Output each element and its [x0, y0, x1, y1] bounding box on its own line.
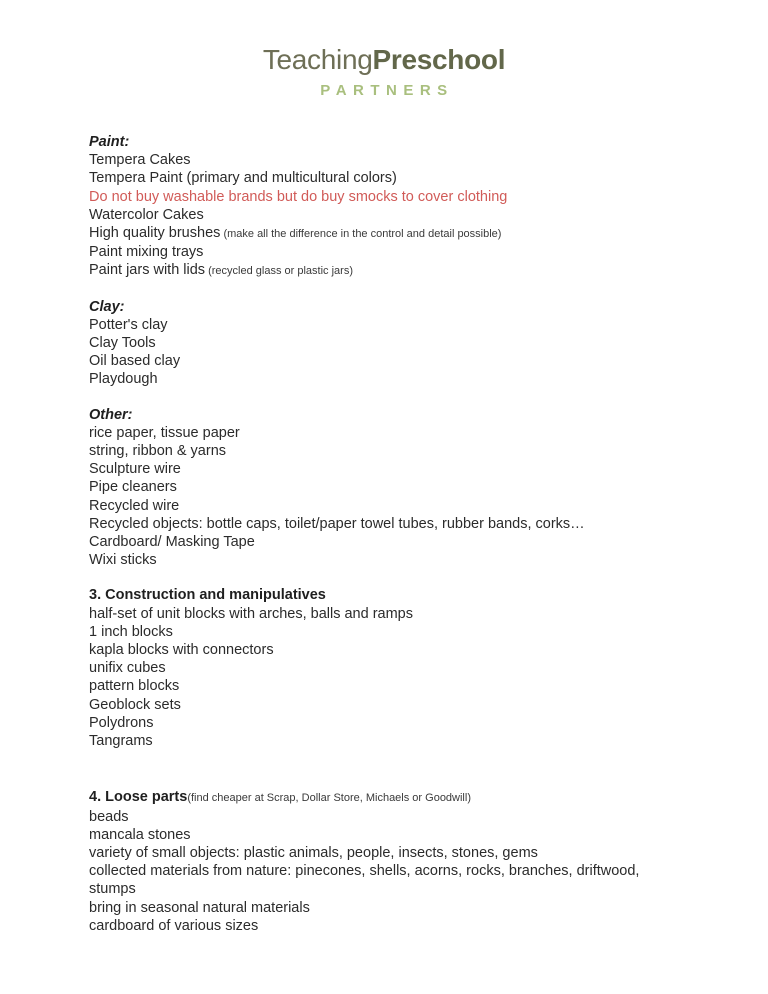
- list-item-text: Wixi sticks: [89, 552, 157, 569]
- list-item-text: Clay Tools: [89, 335, 156, 352]
- section-heading: [89, 788, 709, 807]
- list-item: [89, 808, 709, 826]
- list-item: [89, 261, 709, 280]
- list-item-text: Oil based clay: [89, 353, 181, 370]
- list-item-text: collected materials from nature: pinecones, shells, acorns, rocks, branches, driftwood, stumps: [89, 863, 640, 898]
- list-item: [89, 243, 709, 261]
- list-item: [89, 334, 709, 352]
- list-item: [89, 352, 709, 370]
- list-item-text: Pipe cleaners: [89, 479, 177, 496]
- list-item: [89, 714, 709, 732]
- list-item: [89, 844, 709, 862]
- section-heading-label: Paint:: [89, 134, 130, 150]
- section-heading: [89, 406, 709, 424]
- section-heading-label: 3. Construction and manipulatives: [89, 587, 326, 604]
- logo-word-preschool: Preschool: [372, 44, 506, 75]
- list-section: [89, 788, 709, 935]
- list-item: [89, 862, 649, 898]
- logo-subtitle-partners: PARTNERS: [320, 82, 454, 99]
- list-item: [89, 151, 709, 169]
- list-item-text: Recycled objects: bottle caps, toilet/paper towel tubes, rubber bands, corks…: [89, 515, 585, 532]
- logo-word-teaching: Teaching: [262, 44, 373, 75]
- list-section: [89, 133, 709, 281]
- section-heading: [89, 298, 709, 316]
- list-item-text: unifix cubes: [89, 660, 166, 677]
- list-item: [89, 605, 709, 623]
- list-item: [89, 370, 709, 388]
- list-item-text: Recycled wire: [89, 497, 180, 514]
- list-item-text: Geoblock sets: [89, 696, 181, 713]
- section-spacer: [89, 569, 709, 586]
- section-heading-label: Clay:: [89, 298, 125, 315]
- section-heading-label: Other:: [89, 406, 133, 423]
- list-item-text: variety of small objects: plastic animals, people, insects, stones, gems: [89, 844, 538, 861]
- list-item-text: Watercolor Cakes: [89, 206, 204, 223]
- list-item-text: Paint jars with lids: [89, 262, 206, 279]
- list-item-text: Polydrons: [89, 714, 154, 731]
- list-item: [89, 478, 709, 496]
- list-item: [89, 188, 709, 206]
- section-spacer: [89, 389, 709, 406]
- section-heading-label: 4. Loose parts: [89, 789, 188, 806]
- logo-wordmark: [0, 44, 768, 76]
- organization-logo: [0, 0, 768, 99]
- list-item-text: bring in seasonal natural materials: [89, 899, 310, 916]
- list-item: [89, 424, 709, 442]
- list-item-text: half-set of unit blocks with arches, balls and ramps: [89, 605, 413, 622]
- list-item: [89, 732, 709, 750]
- section-heading: [89, 133, 709, 151]
- section-heading: [89, 586, 709, 604]
- list-item-text: Cardboard/ Masking Tape: [89, 534, 255, 551]
- list-item-text: Tangrams: [89, 733, 153, 750]
- list-item-text: rice paper, tissue paper: [89, 424, 240, 441]
- list-item-text: 1 inch blocks: [89, 623, 173, 640]
- list-item-text: Sculpture wire: [89, 461, 181, 478]
- list-item: [89, 917, 709, 935]
- list-item: [89, 497, 709, 515]
- list-item: [89, 533, 709, 551]
- list-item: [89, 316, 709, 334]
- list-item: [89, 623, 709, 641]
- list-item-text: pattern blocks: [89, 678, 180, 695]
- list-item-text: cardboard of various sizes: [89, 917, 259, 934]
- section-spacer: [89, 750, 709, 788]
- list-item-text: mancala stones: [89, 826, 191, 843]
- list-item-text: Paint mixing trays: [89, 244, 204, 261]
- list-item-text: Potter's clay: [89, 316, 168, 333]
- list-item: [89, 206, 709, 224]
- list-item: [89, 677, 709, 695]
- list-item: [89, 442, 709, 460]
- list-item: [89, 224, 709, 243]
- list-section: [89, 406, 709, 570]
- supply-list-content: [89, 133, 709, 935]
- list-item-text: Tempera Paint (primary and multicultural colors): [89, 170, 397, 187]
- list-item-text: string, ribbon & yarns: [89, 443, 227, 460]
- section-spacer: [89, 281, 709, 298]
- list-item-note: (recycled glass or plastic jars): [205, 265, 353, 278]
- list-item: [89, 515, 709, 533]
- list-section: [89, 298, 709, 389]
- list-item-text: Do not buy washable brands but do buy smocks to cover clothing: [89, 188, 508, 205]
- list-item: [89, 826, 709, 844]
- list-item-text: High quality brushes: [89, 225, 221, 242]
- list-item-text: Tempera Cakes: [89, 152, 191, 169]
- list-item: [89, 551, 709, 569]
- list-item: [89, 641, 709, 659]
- list-item: [89, 899, 709, 917]
- list-item-note: (make all the difference in the control and detail possible): [220, 228, 502, 241]
- list-item-text: Playdough: [89, 371, 158, 388]
- list-item-text: beads: [89, 808, 129, 825]
- list-item: [89, 460, 709, 478]
- section-heading-note: (find cheaper at Scrap, Dollar Store, Michaels or Goodwill): [187, 792, 471, 805]
- list-item-text: kapla blocks with connectors: [89, 642, 274, 659]
- list-section: [89, 586, 709, 750]
- list-item: [89, 696, 709, 714]
- list-item: [89, 169, 709, 187]
- list-item: [89, 659, 709, 677]
